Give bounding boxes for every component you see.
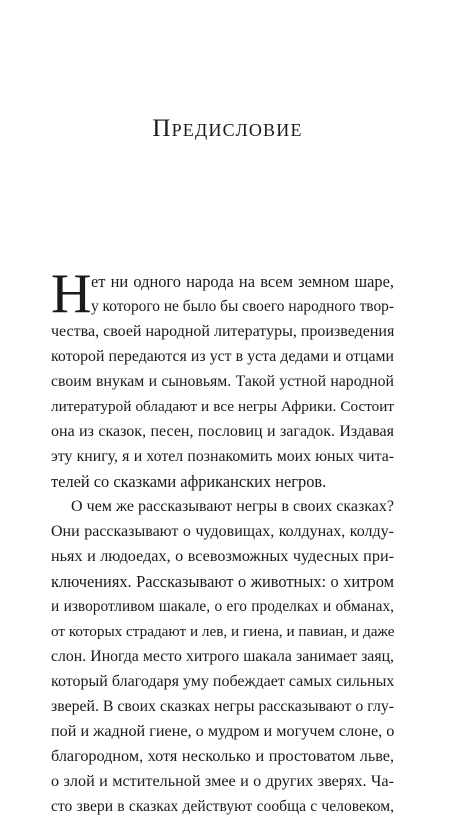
text-line: который благодаря уму побеждает самых сильных — [51, 673, 395, 690]
text-line: зверей. В своих сказках негры рассказывают о глу- — [51, 698, 394, 715]
text-line: телей со сказками африканских негров. — [51, 472, 327, 491]
text-line: чества, своей народной литературы, произведения — [51, 323, 395, 340]
text-line: эту книгу, я и хотел познакомить моих юных чита- — [51, 448, 394, 465]
text-line: которой передаются из уст в уста дедами и отцами — [51, 348, 394, 365]
text-line: литературой обладают и все негры Африки. Состоит — [51, 398, 394, 415]
paragraph-1 — [51, 269, 394, 494]
paragraph-2 — [51, 494, 394, 819]
text-line: у которого не было бы своего народного твор- — [91, 298, 394, 315]
text-line: она из сказок, песен, пословиц и загадок. Издавая — [51, 423, 394, 440]
text-line: пой и жадной гиене, о мудром и могучем слоне, о — [51, 722, 395, 740]
text-line: от которых страдают и лев, и гиена, и павиан, и даже — [51, 623, 395, 640]
text-line: Они рассказывают о чудовищах, колдунах, колду- — [51, 523, 394, 540]
text-line: своим внукам и сыновьям. Такой устной народной — [51, 373, 394, 390]
body-text — [51, 269, 394, 819]
text-line: ключениях. Рассказывают о животных: о хитром — [51, 572, 394, 591]
text-line: слон. Иногда место хитрого шакала занимает заяц, — [51, 648, 394, 665]
text-line: о злой и мстительной змее и о других зверях. Ча- — [51, 772, 394, 790]
drop-cap-letter: Н — [51, 263, 92, 325]
chapter-title: Предисловие — [152, 115, 303, 142]
text-line: сто звери в сказках действуют сообща с человеком, — [51, 798, 394, 815]
text-line: ньях и людоедах, о всевозможных чудесных при- — [51, 547, 394, 565]
text-line: благородном, хотя несколько и простоватом льве, — [51, 747, 394, 765]
text-line: ет ни одного народа на всем земном шаре, — [91, 272, 394, 291]
text-line: О чем же рассказывают негры в своих сказках? — [71, 498, 394, 515]
text-line: и изворотливом шакале, о его проделках и обманах, — [51, 598, 394, 615]
